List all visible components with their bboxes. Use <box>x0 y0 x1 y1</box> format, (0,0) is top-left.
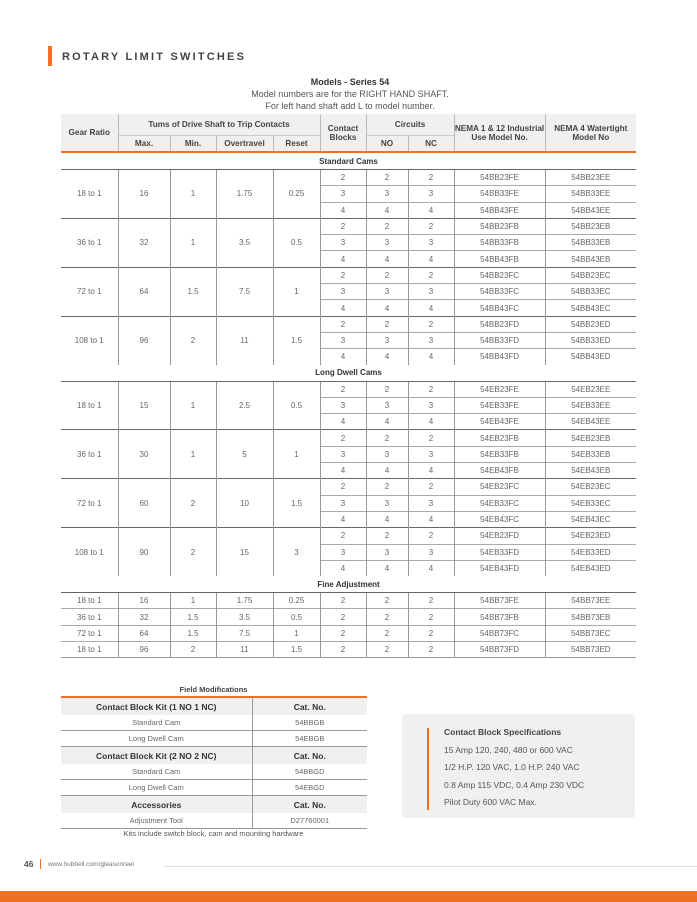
footer-accent-band <box>0 891 697 902</box>
page-title: ROTARY LIMIT SWITCHES <box>62 51 247 63</box>
overtravel-cell: 5 <box>216 430 273 479</box>
fm-item-cat-no: 54BBGB <box>252 715 367 731</box>
fm-item-row <box>61 715 367 731</box>
nema1-model-cell: 54BB33FD <box>454 332 545 348</box>
nema1-model-cell: 54BB23FE <box>454 170 545 186</box>
spec-line: 0.8 Amp 115 VDC, 0.4 Amp 230 VDC <box>444 780 585 790</box>
nema4-model-cell: 54EB33EB <box>545 446 636 462</box>
circuits-nc-cell: 2 <box>408 430 454 446</box>
reset-cell: 1 <box>273 267 320 316</box>
fm-group-title: Contact Block Kit (2 NO 2 NC) <box>61 747 252 765</box>
nema1-model-cell: 54EB33FD <box>454 544 545 560</box>
fm-group-title: Contact Block Kit (1 NO 1 NC) <box>61 697 252 715</box>
reset-cell: 3 <box>273 528 320 576</box>
blocks-cell: 2 <box>320 593 366 609</box>
section-header-row <box>61 152 636 170</box>
nema4-model-cell: 54EB23ED <box>545 528 636 544</box>
max-turns-cell: 64 <box>118 267 170 316</box>
fm-item-cat-no: 54EBGD <box>252 780 367 796</box>
circuits-nc-cell: 4 <box>408 251 454 267</box>
max-turns-cell: 16 <box>118 170 170 219</box>
nema4-model-cell: 54EB23EB <box>545 430 636 446</box>
circuits-no-cell: 4 <box>366 202 408 218</box>
blocks-cell: 2 <box>320 609 366 625</box>
circuits-no-cell: 4 <box>366 300 408 316</box>
gear-ratio-cell: 72 to 1 <box>61 479 118 528</box>
title-accent-bar <box>48 46 52 66</box>
no-cell: 2 <box>366 625 408 641</box>
contact-blocks-cell: 4 <box>320 414 366 430</box>
nema4-model-cell: 54EB43ED <box>545 560 636 576</box>
contact-blocks-cell: 2 <box>320 479 366 495</box>
reset-cell: 0.5 <box>273 218 320 267</box>
header-gear-ratio: Gear Ratio <box>61 114 118 152</box>
nema4-model-cell: 54EB43EC <box>545 511 636 527</box>
table-row <box>61 642 636 658</box>
header-circuits: Circuits <box>366 114 454 136</box>
nema4-model-cell: 54EB33ED <box>545 544 636 560</box>
models-heading: Models - Series 54 <box>310 77 390 87</box>
gear-ratio-cell: 36 to 1 <box>61 430 118 479</box>
overtravel-cell: 1.75 <box>216 593 273 609</box>
fm-item-cat-no: 54EBGB <box>252 731 367 747</box>
nema4-model-cell: 54EB23EC <box>545 479 636 495</box>
fm-item-row <box>61 780 367 796</box>
circuits-nc-cell: 2 <box>408 218 454 234</box>
nema4-model-cell: 54EB33EE <box>545 397 636 413</box>
overtravel-cell: 7.5 <box>216 267 273 316</box>
gear-ratio-cell: 72 to 1 <box>61 267 118 316</box>
circuits-nc-cell: 2 <box>408 479 454 495</box>
circuits-nc-cell: 3 <box>408 397 454 413</box>
max-cell: 16 <box>118 593 170 609</box>
table-row <box>61 381 636 397</box>
overtravel-cell: 7.5 <box>216 625 273 641</box>
circuits-no-cell: 4 <box>366 463 408 479</box>
nema4-model-cell: 54BB23EC <box>545 267 636 283</box>
gear-ratio-cell: 108 to 1 <box>61 528 118 576</box>
max-turns-cell: 60 <box>118 479 170 528</box>
circuits-no-cell: 2 <box>366 381 408 397</box>
nema4-model-cell: 54BB43EE <box>545 202 636 218</box>
min-cell: 1 <box>170 593 216 609</box>
header-contact-blocks: Contact Blocks <box>320 114 366 152</box>
footer-separator <box>40 859 41 869</box>
max-turns-cell: 32 <box>118 218 170 267</box>
header-nc: NC <box>408 136 454 153</box>
contact-blocks-cell: 4 <box>320 560 366 576</box>
nema1-model-cell: 54EB43FD <box>454 560 545 576</box>
contact-blocks-cell: 2 <box>320 170 366 186</box>
contact-blocks-cell: 3 <box>320 284 366 300</box>
reset-cell: 0.25 <box>273 170 320 219</box>
max-cell: 64 <box>118 625 170 641</box>
fm-item-label: Long Dwell Cam <box>61 731 252 747</box>
nema4-model-cell: 54BB43ED <box>545 349 636 365</box>
nema1-model-cell: 54BB43FC <box>454 300 545 316</box>
circuits-no-cell: 2 <box>366 218 408 234</box>
min-turns-cell: 2 <box>170 528 216 576</box>
circuits-nc-cell: 3 <box>408 284 454 300</box>
header-turns: Tums of Drive Shaft to Trip Contacts <box>118 114 320 136</box>
overtravel-cell: 3.5 <box>216 609 273 625</box>
header-max: Max. <box>118 136 170 153</box>
reset-cell: 1.5 <box>273 479 320 528</box>
circuits-no-cell: 2 <box>366 316 408 332</box>
fm-group-header-row <box>61 697 367 715</box>
circuits-nc-cell: 3 <box>408 544 454 560</box>
circuits-nc-cell: 4 <box>408 202 454 218</box>
nema4-model-cell: 54BB23EE <box>545 170 636 186</box>
spec-line: 15 Amp 120, 240, 480 or 600 VAC <box>444 745 573 755</box>
nema4-cell: 54BB73EB <box>545 609 636 625</box>
gear-ratio-cell: 18 to 1 <box>61 642 118 658</box>
circuits-no-cell: 3 <box>366 397 408 413</box>
nema1-cell: 54BB73FB <box>454 609 545 625</box>
fm-item-label: Long Dwell Cam <box>61 780 252 796</box>
contact-blocks-cell: 4 <box>320 511 366 527</box>
circuits-nc-cell: 4 <box>408 463 454 479</box>
fm-item-label: Standard Cam <box>61 715 252 731</box>
circuits-nc-cell: 4 <box>408 511 454 527</box>
table-row <box>61 609 636 625</box>
nema1-model-cell: 54BB33FE <box>454 186 545 202</box>
min-turns-cell: 1 <box>170 430 216 479</box>
header-no: NO <box>366 136 408 153</box>
circuits-nc-cell: 4 <box>408 560 454 576</box>
nema1-model-cell: 54EB33FE <box>454 397 545 413</box>
fm-item-label: Adjustment Tool <box>61 813 252 829</box>
circuits-nc-cell: 4 <box>408 300 454 316</box>
circuits-nc-cell: 2 <box>408 381 454 397</box>
nema4-model-cell: 54BB23ED <box>545 316 636 332</box>
contact-blocks-cell: 4 <box>320 349 366 365</box>
circuits-no-cell: 3 <box>366 332 408 348</box>
gear-ratio-cell: 72 to 1 <box>61 625 118 641</box>
contact-blocks-cell: 2 <box>320 381 366 397</box>
nema4-model-cell: 54EB33EC <box>545 495 636 511</box>
table-row <box>61 316 636 332</box>
section-header-row <box>61 576 636 593</box>
section-header-row <box>61 365 636 382</box>
gear-ratio-cell: 18 to 1 <box>61 593 118 609</box>
reset-cell: 1 <box>273 625 320 641</box>
fm-cat-header: Cat. No. <box>252 796 367 814</box>
table-row <box>61 218 636 234</box>
nema1-model-cell: 54EB23FD <box>454 528 545 544</box>
reset-cell: 1.5 <box>273 316 320 364</box>
gear-ratio-cell: 36 to 1 <box>61 218 118 267</box>
circuits-nc-cell: 3 <box>408 186 454 202</box>
fm-group-header-row <box>61 747 367 765</box>
min-cell: 1.5 <box>170 609 216 625</box>
nema4-model-cell: 54EB43EB <box>545 463 636 479</box>
contact-blocks-cell: 2 <box>320 528 366 544</box>
nema4-model-cell: 54BB33EB <box>545 235 636 251</box>
reset-cell: 0.25 <box>273 593 320 609</box>
table-row <box>61 479 636 495</box>
min-turns-cell: 2 <box>170 479 216 528</box>
nema4-model-cell: 54BB33EC <box>545 284 636 300</box>
max-turns-cell: 15 <box>118 381 170 430</box>
circuits-no-cell: 2 <box>366 267 408 283</box>
nema1-model-cell: 54EB33FB <box>454 446 545 462</box>
circuits-nc-cell: 2 <box>408 267 454 283</box>
nema1-model-cell: 54BB33FC <box>454 284 545 300</box>
min-turns-cell: 2 <box>170 316 216 364</box>
contact-blocks-cell: 2 <box>320 316 366 332</box>
circuits-nc-cell: 3 <box>408 446 454 462</box>
spec-line: 1/2 H.P. 120 VAC, 1.0 H.P. 240 VAC <box>444 762 580 772</box>
max-turns-cell: 30 <box>118 430 170 479</box>
nema1-model-cell: 54EB43FE <box>454 414 545 430</box>
contact-blocks-cell: 3 <box>320 397 366 413</box>
field-modifications-note: Kits include switch block, cam and mounting hardware <box>123 829 304 838</box>
nc-cell: 2 <box>408 625 454 641</box>
contact-blocks-cell: 4 <box>320 202 366 218</box>
header-overtravel: Overtravel <box>216 136 273 153</box>
circuits-nc-cell: 2 <box>408 528 454 544</box>
overtravel-cell: 10 <box>216 479 273 528</box>
min-cell: 1.5 <box>170 625 216 641</box>
footer-url-link[interactable]: www.hubbell.com/gleasonreel <box>48 861 134 868</box>
blocks-cell: 2 <box>320 625 366 641</box>
contact-blocks-cell: 3 <box>320 186 366 202</box>
nema4-cell: 54BB73EC <box>545 625 636 641</box>
circuits-no-cell: 4 <box>366 511 408 527</box>
header-nema1: NEMA 1 & 12 Industrial Use Model No. <box>454 114 545 152</box>
nema4-model-cell: 54EB23EE <box>545 381 636 397</box>
nc-cell: 2 <box>408 642 454 658</box>
nema1-model-cell: 54EB43FB <box>454 463 545 479</box>
min-turns-cell: 1.5 <box>170 267 216 316</box>
overtravel-cell: 11 <box>216 316 273 364</box>
models-note-left-hand: For left hand shaft add L to model number. <box>265 101 435 111</box>
fm-group-header-row <box>61 796 367 814</box>
no-cell: 2 <box>366 593 408 609</box>
nema1-model-cell: 54BB23FD <box>454 316 545 332</box>
circuits-no-cell: 4 <box>366 414 408 430</box>
circuits-no-cell: 2 <box>366 170 408 186</box>
circuits-nc-cell: 3 <box>408 332 454 348</box>
blocks-cell: 2 <box>320 642 366 658</box>
nema1-model-cell: 54EB23FC <box>454 479 545 495</box>
fm-cat-header: Cat. No. <box>252 697 367 715</box>
contact-blocks-cell: 4 <box>320 251 366 267</box>
nema4-model-cell: 54EB43EE <box>545 414 636 430</box>
fm-item-row <box>61 813 367 829</box>
fm-item-row <box>61 731 367 747</box>
table-row <box>61 625 636 641</box>
reset-cell: 0.5 <box>273 609 320 625</box>
gear-ratio-cell: 18 to 1 <box>61 381 118 430</box>
header-min: Min. <box>170 136 216 153</box>
circuits-nc-cell: 3 <box>408 495 454 511</box>
contact-block-specs-panel <box>402 714 635 818</box>
nema4-model-cell: 54BB33EE <box>545 186 636 202</box>
overtravel-cell: 11 <box>216 642 273 658</box>
table-row <box>61 528 636 544</box>
nema1-model-cell: 54BB43FD <box>454 349 545 365</box>
specs-accent-bar <box>427 728 429 810</box>
circuits-nc-cell: 4 <box>408 349 454 365</box>
circuits-no-cell: 2 <box>366 479 408 495</box>
table-row <box>61 430 636 446</box>
nema1-model-cell: 54EB23FB <box>454 430 545 446</box>
fm-item-label: Standard Cam <box>61 764 252 780</box>
overtravel-cell: 1.75 <box>216 170 273 219</box>
specs-heading: Contact Block Specifications <box>444 727 562 737</box>
fm-item-cat-no: D27760001 <box>252 813 367 829</box>
contact-blocks-cell: 2 <box>320 218 366 234</box>
section-title: Standard Cams <box>319 156 378 166</box>
circuits-no-cell: 3 <box>366 446 408 462</box>
nema1-model-cell: 54BB33FB <box>454 235 545 251</box>
min-turns-cell: 1 <box>170 381 216 430</box>
circuits-no-cell: 3 <box>366 544 408 560</box>
contact-blocks-cell: 2 <box>320 267 366 283</box>
min-turns-cell: 1 <box>170 218 216 267</box>
nema1-model-cell: 54EB33FC <box>454 495 545 511</box>
contact-blocks-cell: 2 <box>320 430 366 446</box>
nema1-model-cell: 54BB23FB <box>454 218 545 234</box>
header-nema4: NEMA 4 Watertight Model No <box>545 114 636 152</box>
section-title: Long Dwell Cams <box>315 368 382 378</box>
contact-blocks-cell: 4 <box>320 463 366 479</box>
min-cell: 2 <box>170 642 216 658</box>
table-row <box>61 170 636 186</box>
circuits-no-cell: 3 <box>366 186 408 202</box>
nema4-model-cell: 54BB23EB <box>545 218 636 234</box>
reset-cell: 0.5 <box>273 381 320 430</box>
nema1-model-cell: 54EB23FE <box>454 381 545 397</box>
reset-cell: 1.5 <box>273 642 320 658</box>
max-turns-cell: 90 <box>118 528 170 576</box>
contact-blocks-cell: 3 <box>320 544 366 560</box>
circuits-no-cell: 4 <box>366 560 408 576</box>
nema1-model-cell: 54BB43FB <box>454 251 545 267</box>
fm-item-cat-no: 54BBGD <box>252 764 367 780</box>
circuits-no-cell: 4 <box>366 251 408 267</box>
nema4-model-cell: 54BB43EC <box>545 300 636 316</box>
overtravel-cell: 3.5 <box>216 218 273 267</box>
max-cell: 96 <box>118 642 170 658</box>
nema4-model-cell: 54BB43EB <box>545 251 636 267</box>
nema1-model-cell: 54BB43FE <box>454 202 545 218</box>
spec-line: Pilot Duty 600 VAC Max. <box>444 797 537 807</box>
nema1-model-cell: 54EB43FC <box>454 511 545 527</box>
min-turns-cell: 1 <box>170 170 216 219</box>
reset-cell: 1 <box>273 430 320 479</box>
contact-blocks-cell: 3 <box>320 332 366 348</box>
overtravel-cell: 2.5 <box>216 381 273 430</box>
circuits-nc-cell: 4 <box>408 414 454 430</box>
max-cell: 32 <box>118 609 170 625</box>
nema4-model-cell: 54BB33ED <box>545 332 636 348</box>
nema4-cell: 54BB73ED <box>545 642 636 658</box>
gear-ratio-cell: 108 to 1 <box>61 316 118 364</box>
circuits-no-cell: 4 <box>366 349 408 365</box>
circuits-no-cell: 2 <box>366 430 408 446</box>
nema4-cell: 54BB73EE <box>545 593 636 609</box>
header-reset: Reset <box>273 136 320 153</box>
models-note-right-hand: Model numbers are for the RIGHT HAND SHAFT. <box>251 89 449 99</box>
field-modifications-table <box>61 696 367 829</box>
nema1-cell: 54BB73FD <box>454 642 545 658</box>
gear-ratio-cell: 18 to 1 <box>61 170 118 219</box>
no-cell: 2 <box>366 642 408 658</box>
circuits-no-cell: 3 <box>366 284 408 300</box>
fm-group-title: Accessories <box>61 796 252 814</box>
circuits-nc-cell: 3 <box>408 235 454 251</box>
contact-blocks-cell: 4 <box>320 300 366 316</box>
fm-cat-header: Cat. No. <box>252 747 367 765</box>
max-turns-cell: 96 <box>118 316 170 364</box>
circuits-no-cell: 2 <box>366 528 408 544</box>
fm-item-row <box>61 764 367 780</box>
table-row <box>61 593 636 609</box>
page-number: 46 <box>24 859 34 869</box>
nema1-model-cell: 54BB23FC <box>454 267 545 283</box>
circuits-no-cell: 3 <box>366 235 408 251</box>
no-cell: 2 <box>366 609 408 625</box>
section-title: Fine Adjustment <box>317 579 380 589</box>
circuits-nc-cell: 2 <box>408 316 454 332</box>
models-table <box>61 114 636 658</box>
nc-cell: 2 <box>408 593 454 609</box>
nema1-cell: 54BB73FE <box>454 593 545 609</box>
contact-blocks-cell: 3 <box>320 446 366 462</box>
table-row <box>61 267 636 283</box>
field-modifications-caption: Field Modifications <box>179 685 248 694</box>
footer-rule <box>164 866 697 867</box>
circuits-nc-cell: 2 <box>408 170 454 186</box>
contact-blocks-cell: 3 <box>320 495 366 511</box>
circuits-no-cell: 3 <box>366 495 408 511</box>
contact-blocks-cell: 3 <box>320 235 366 251</box>
nc-cell: 2 <box>408 609 454 625</box>
nema1-cell: 54BB73FC <box>454 625 545 641</box>
gear-ratio-cell: 36 to 1 <box>61 609 118 625</box>
overtravel-cell: 15 <box>216 528 273 576</box>
